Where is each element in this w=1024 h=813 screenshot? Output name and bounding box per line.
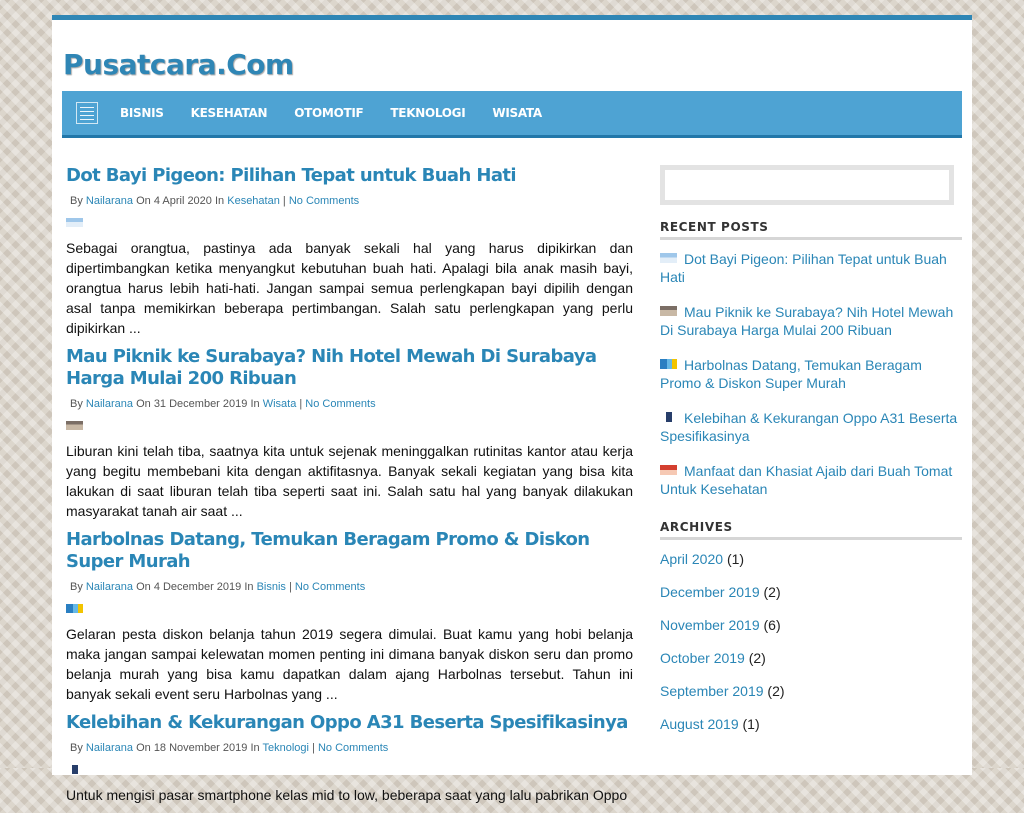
archive-count: (1)	[742, 716, 760, 732]
meta-on: On	[136, 581, 151, 593]
nav-menu	[120, 91, 569, 135]
meta-in: In	[250, 398, 260, 410]
meta-in: In	[250, 742, 260, 754]
meta-separator: |	[299, 398, 303, 410]
category-link[interactable]: Kesehatan	[227, 195, 280, 207]
post-title-link[interactable]: Dot Bayi Pigeon: Pilihan Tepat untuk Buah Hati	[66, 165, 516, 186]
archive-count: (2)	[763, 584, 781, 600]
archive-link[interactable]: November 2019	[660, 617, 760, 633]
meta-in: In	[214, 195, 225, 207]
post-list	[66, 165, 633, 813]
archive-item	[660, 682, 962, 700]
post-thumbnail[interactable]	[66, 765, 83, 774]
archive-item	[660, 715, 962, 733]
nav-item-wisata[interactable]: WISATA	[492, 106, 542, 120]
post-thumbnail[interactable]	[66, 218, 83, 227]
post-item	[66, 165, 633, 338]
archive-count: (2)	[748, 650, 766, 666]
post-meta	[70, 741, 633, 755]
post-meta	[70, 397, 633, 411]
archive-count: (6)	[763, 617, 781, 633]
meta-on: On	[136, 398, 151, 410]
meta-on: On	[136, 742, 151, 754]
post-date: 4 April 2020	[153, 195, 212, 207]
nav-item-kesehatan[interactable]: KESEHATAN	[190, 106, 268, 120]
recent-post-link[interactable]	[660, 250, 962, 286]
post-date: 4 December 2019	[153, 581, 242, 593]
meta-in: In	[244, 581, 254, 593]
archives-list	[660, 550, 962, 733]
post-date: 31 December 2019	[153, 398, 248, 410]
recent-post-title: Dot Bayi Pigeon: Pilihan Tepat untuk Buah Hati	[660, 251, 947, 285]
post-excerpt: Untuk mengisi pasar smartphone kelas mid to low, beberapa saat yang lalu pabrikan Oppo	[66, 787, 628, 803]
meta-separator: |	[282, 195, 286, 207]
main-navigation	[62, 91, 962, 138]
recent-posts-list	[660, 250, 962, 498]
page-container	[52, 15, 972, 803]
archive-count: (2)	[767, 683, 785, 699]
post-title-link[interactable]: Kelebihan & Kekurangan Oppo A31 Beserta Spesifikasinya	[66, 712, 628, 733]
post-thumbnail[interactable]	[66, 421, 83, 430]
post-item	[66, 712, 633, 805]
post-excerpt: Liburan kini telah tiba, saatnya kita untuk sejenak meninggalkan rutinitas kantor atau kerja yang begitu membebani kita dengan aktifitasnya. Banyak sekali kegiatan yang bisa kita lakukan di saat liburan telah tiba seperti saat ini. Salah satu hal yang banyak dilakukan masyarakat tanah air saat ...	[66, 443, 633, 519]
recent-post-link[interactable]	[660, 462, 962, 498]
post-meta	[70, 194, 633, 208]
comments-link[interactable]: No Comments	[294, 581, 366, 593]
recent-post-thumbnail	[660, 306, 677, 316]
author-link[interactable]: Nailarana	[85, 742, 133, 754]
archive-link[interactable]: September 2019	[660, 683, 764, 699]
post-meta	[70, 580, 633, 594]
comments-link[interactable]: No Comments	[288, 195, 360, 207]
meta-by: By	[70, 195, 83, 207]
category-link[interactable]: Bisnis	[256, 581, 286, 593]
recent-post-thumbnail	[660, 412, 677, 422]
meta-by: By	[70, 581, 83, 593]
recent-posts-heading: RECENT POSTS	[660, 220, 962, 240]
post-excerpt: Gelaran pesta diskon belanja tahun 2019 segera dimulai. Buat kamu yang hobi belanja maka jangan sampai kelewatan momen penting ini dimana banyak diskon seru dan promo belanja murah yang bisa kamu dapatkan dalam ajang Harbolnas tersebut. Tahun ini banyak sekali event seru Harbolnas yang ...	[66, 626, 633, 702]
nav-item-bisnis[interactable]: BISNIS	[120, 106, 164, 120]
archive-item	[660, 616, 962, 634]
post-item	[66, 346, 633, 521]
recent-post-title: Kelebihan & Kekurangan Oppo A31 Beserta Spesifikasinya	[660, 410, 958, 444]
author-link[interactable]: Nailarana	[85, 581, 133, 593]
category-link[interactable]: Wisata	[262, 398, 297, 410]
archive-item	[660, 550, 962, 568]
hamburger-icon[interactable]	[76, 102, 98, 124]
recent-post-link[interactable]	[660, 356, 962, 392]
site-title-link[interactable]: Pusatcara.Com	[63, 48, 294, 81]
category-link[interactable]: Teknologi	[262, 742, 309, 754]
recent-post-title: Harbolnas Datang, Temukan Beragam Promo & Diskon Super Murah	[660, 357, 922, 391]
recent-post-thumbnail	[660, 465, 677, 475]
post-item	[66, 529, 633, 704]
post-date: 18 November 2019	[153, 742, 248, 754]
recent-post-title: Mau Piknik ke Surabaya? Nih Hotel Mewah Di Surabaya Harga Mulai 200 Ribuan	[660, 304, 954, 338]
meta-by: By	[70, 398, 83, 410]
recent-post-link[interactable]	[660, 303, 962, 339]
archive-count: (1)	[726, 551, 745, 567]
recent-post-thumbnail	[660, 253, 677, 263]
archive-link[interactable]: October 2019	[660, 650, 745, 666]
comments-link[interactable]: No Comments	[317, 742, 389, 754]
search-box	[660, 165, 954, 205]
archive-item	[660, 649, 962, 667]
meta-separator: |	[288, 581, 292, 593]
recent-post-title: Manfaat dan Khasiat Ajaib dari Buah Tomat Untuk Kesehatan	[660, 463, 953, 497]
nav-item-teknologi[interactable]: TEKNOLOGI	[390, 106, 466, 120]
author-link[interactable]: Nailarana	[85, 195, 133, 207]
meta-separator: |	[312, 742, 315, 754]
nav-item-otomotif[interactable]: OTOMOTIF	[294, 106, 364, 120]
archive-link[interactable]: December 2019	[660, 584, 760, 600]
archive-link[interactable]: April 2020	[660, 551, 724, 567]
meta-on: On	[136, 195, 151, 207]
sidebar	[660, 165, 962, 748]
recent-post-link[interactable]	[660, 409, 962, 445]
archive-link[interactable]: August 2019	[660, 716, 739, 732]
post-excerpt: Sebagai orangtua, pastinya ada banyak sekali hal yang harus dipikirkan dan dipertimbangkan ketika menyangkut kebutuhan buah hati. Apalagi bila anak masih bayi, orangtua harus lebih hati-hati. Jangan sampai semua perlengkapan bayi dipilih dengan asal tanpa memikirkan beberapa pertimbangan. Salah satu perlengkapan yang perlu dipikirkan ...	[66, 240, 633, 336]
author-link[interactable]: Nailarana	[85, 398, 133, 410]
post-title-link[interactable]: Harbolnas Datang, Temukan Beragam Promo & Diskon Super Murah	[66, 529, 590, 572]
archive-item	[660, 583, 962, 601]
archives-heading: ARCHIVES	[660, 520, 962, 540]
post-title-link[interactable]: Mau Piknik ke Surabaya? Nih Hotel Mewah Di Surabaya Harga Mulai 200 Ribuan	[66, 346, 597, 389]
meta-by: By	[70, 742, 83, 754]
post-thumbnail[interactable]	[66, 604, 83, 613]
recent-post-thumbnail	[660, 359, 677, 369]
comments-link[interactable]: No Comments	[305, 398, 376, 410]
search-input[interactable]	[665, 170, 949, 200]
